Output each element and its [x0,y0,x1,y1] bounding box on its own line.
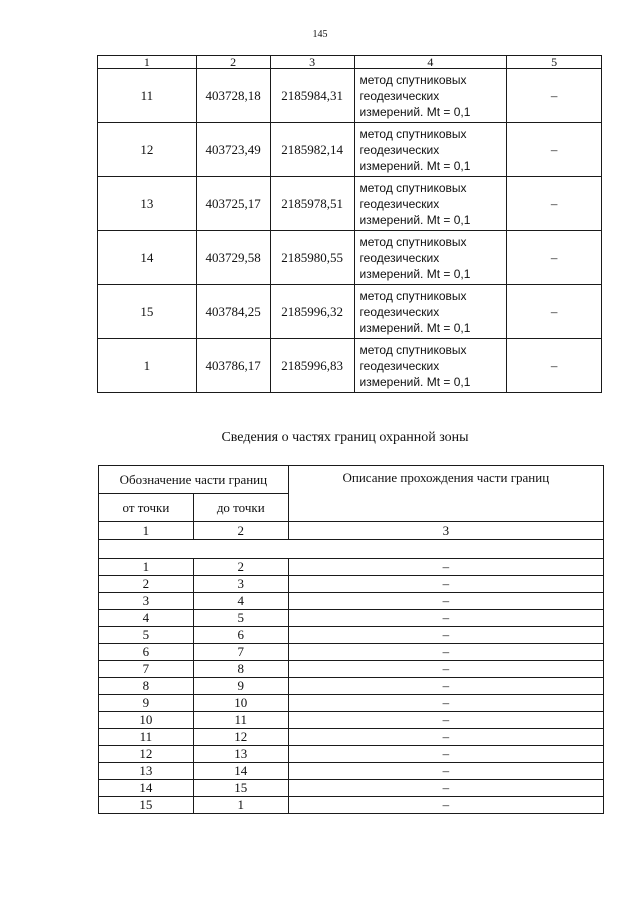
from-point: 7 [99,661,194,678]
column-number: 4 [354,56,507,69]
from-point: 1 [99,559,194,576]
method-line: метод спутниковых [359,126,467,141]
column-number: 3 [270,56,354,69]
point-number: 15 [98,285,197,339]
to-point: 14 [193,763,288,780]
method-line: измерений. Mt = 0,1 [359,158,471,173]
column-number: 1 [98,56,197,69]
part-description: – [288,661,603,678]
parts-column-numbers [99,522,604,540]
part-description: – [288,729,603,746]
method-line: геодезических [359,196,440,211]
boundary-part-row [99,797,604,814]
point-number: 11 [98,69,197,123]
part-description: – [288,695,603,712]
measurement-method [354,339,507,393]
x-coordinate: 403723,49 [196,123,270,177]
column-number: 3 [288,522,603,540]
point-number: 1 [98,339,197,393]
to-point: 8 [193,661,288,678]
boundary-part-row [99,763,604,780]
to-point: 10 [193,695,288,712]
x-coordinate: 403728,18 [196,69,270,123]
boundary-part-row [99,661,604,678]
coordinate-row [98,339,602,393]
point-number: 12 [98,123,197,177]
boundary-parts-table [98,465,604,814]
section-title: Сведения о частях границ охранной зоны [221,430,469,445]
from-point: 6 [99,644,194,661]
to-point: 13 [193,746,288,763]
method-line: метод спутниковых [359,288,467,303]
from-point: 12 [99,746,194,763]
boundary-part-row [99,780,604,797]
coordinate-row [98,69,602,123]
y-coordinate: 2185984,31 [270,69,354,123]
from-point: 15 [99,797,194,814]
x-coordinate: 403784,25 [196,285,270,339]
boundary-part-row [99,746,604,763]
boundary-part-row [99,610,604,627]
boundary-part-row [99,559,604,576]
from-point: 2 [99,576,194,593]
method-line: геодезических [359,358,440,373]
to-point: 1 [193,797,288,814]
boundary-part-row [99,627,604,644]
from-point: 10 [99,712,194,729]
to-point: 3 [193,576,288,593]
coordinate-row [98,123,602,177]
from-point: 8 [99,678,194,695]
from-point: 13 [99,763,194,780]
from-point: 4 [99,610,194,627]
to-point: 12 [193,729,288,746]
boundary-part-row [99,678,604,695]
boundary-part-row [99,593,604,610]
part-description: – [288,746,603,763]
y-coordinate: 2185978,51 [270,177,354,231]
to-point: 2 [193,559,288,576]
to-point: 11 [193,712,288,729]
method-line: геодезических [359,304,440,319]
coordinate-row [98,177,602,231]
point-number: 13 [98,177,197,231]
note-dash: – [507,231,602,285]
note-dash: – [507,123,602,177]
measurement-method [354,69,507,123]
method-line: метод спутниковых [359,180,467,195]
boundary-part-row [99,576,604,593]
column-number: 1 [99,522,194,540]
note-dash: – [507,285,602,339]
from-point: 5 [99,627,194,644]
to-point-header: до точки [193,494,288,522]
to-point: 7 [193,644,288,661]
blank-cell [99,540,604,559]
y-coordinate: 2185996,83 [270,339,354,393]
part-description: – [288,712,603,729]
x-coordinate: 403725,17 [196,177,270,231]
measurement-method [354,285,507,339]
part-description: – [288,780,603,797]
from-point: 9 [99,695,194,712]
point-number: 14 [98,231,197,285]
coordinates-header-row [98,56,602,69]
part-description: – [288,627,603,644]
x-coordinate: 403729,58 [196,231,270,285]
coordinates-table [97,55,602,393]
part-description: – [288,576,603,593]
column-number: 5 [507,56,602,69]
boundary-part-row [99,729,604,746]
method-line: измерений. Mt = 0,1 [359,374,471,389]
from-point: 3 [99,593,194,610]
method-line: измерений. Mt = 0,1 [359,266,471,281]
part-description: – [288,559,603,576]
note-dash: – [507,69,602,123]
measurement-method [354,123,507,177]
part-description: – [288,610,603,627]
column-number: 2 [196,56,270,69]
note-dash: – [507,339,602,393]
to-point: 4 [193,593,288,610]
part-description: – [288,763,603,780]
parts-header-row [99,466,604,494]
boundary-part-row [99,712,604,729]
from-point-header: от точки [99,494,194,522]
measurement-method [354,177,507,231]
method-line: измерений. Mt = 0,1 [359,212,471,227]
to-point: 15 [193,780,288,797]
method-line: геодезических [359,250,440,265]
note-dash: – [507,177,602,231]
column-number: 2 [193,522,288,540]
to-point: 6 [193,627,288,644]
coordinate-row [98,285,602,339]
from-point: 11 [99,729,194,746]
method-line: метод спутниковых [359,342,467,357]
blank-row [99,540,604,559]
part-description: – [288,593,603,610]
y-coordinate: 2185996,32 [270,285,354,339]
page-number: 145 [312,29,328,40]
method-line: геодезических [359,88,440,103]
boundary-designation-header: Обозначение части границ [99,466,289,494]
method-line: метод спутниковых [359,72,467,87]
y-coordinate: 2185980,55 [270,231,354,285]
method-line: метод спутниковых [359,234,467,249]
method-line: геодезических [359,142,440,157]
x-coordinate: 403786,17 [196,339,270,393]
boundary-part-row [99,644,604,661]
to-point: 9 [193,678,288,695]
measurement-method [354,231,507,285]
coordinate-row [98,231,602,285]
part-description: – [288,797,603,814]
from-point: 14 [99,780,194,797]
boundary-part-row [99,695,604,712]
part-description: – [288,644,603,661]
part-description: – [288,678,603,695]
boundary-description-header: Описание прохождения части границ [288,466,603,522]
method-line: измерений. Mt = 0,1 [359,320,471,335]
to-point: 5 [193,610,288,627]
method-line: измерений. Mt = 0,1 [359,104,471,119]
y-coordinate: 2185982,14 [270,123,354,177]
